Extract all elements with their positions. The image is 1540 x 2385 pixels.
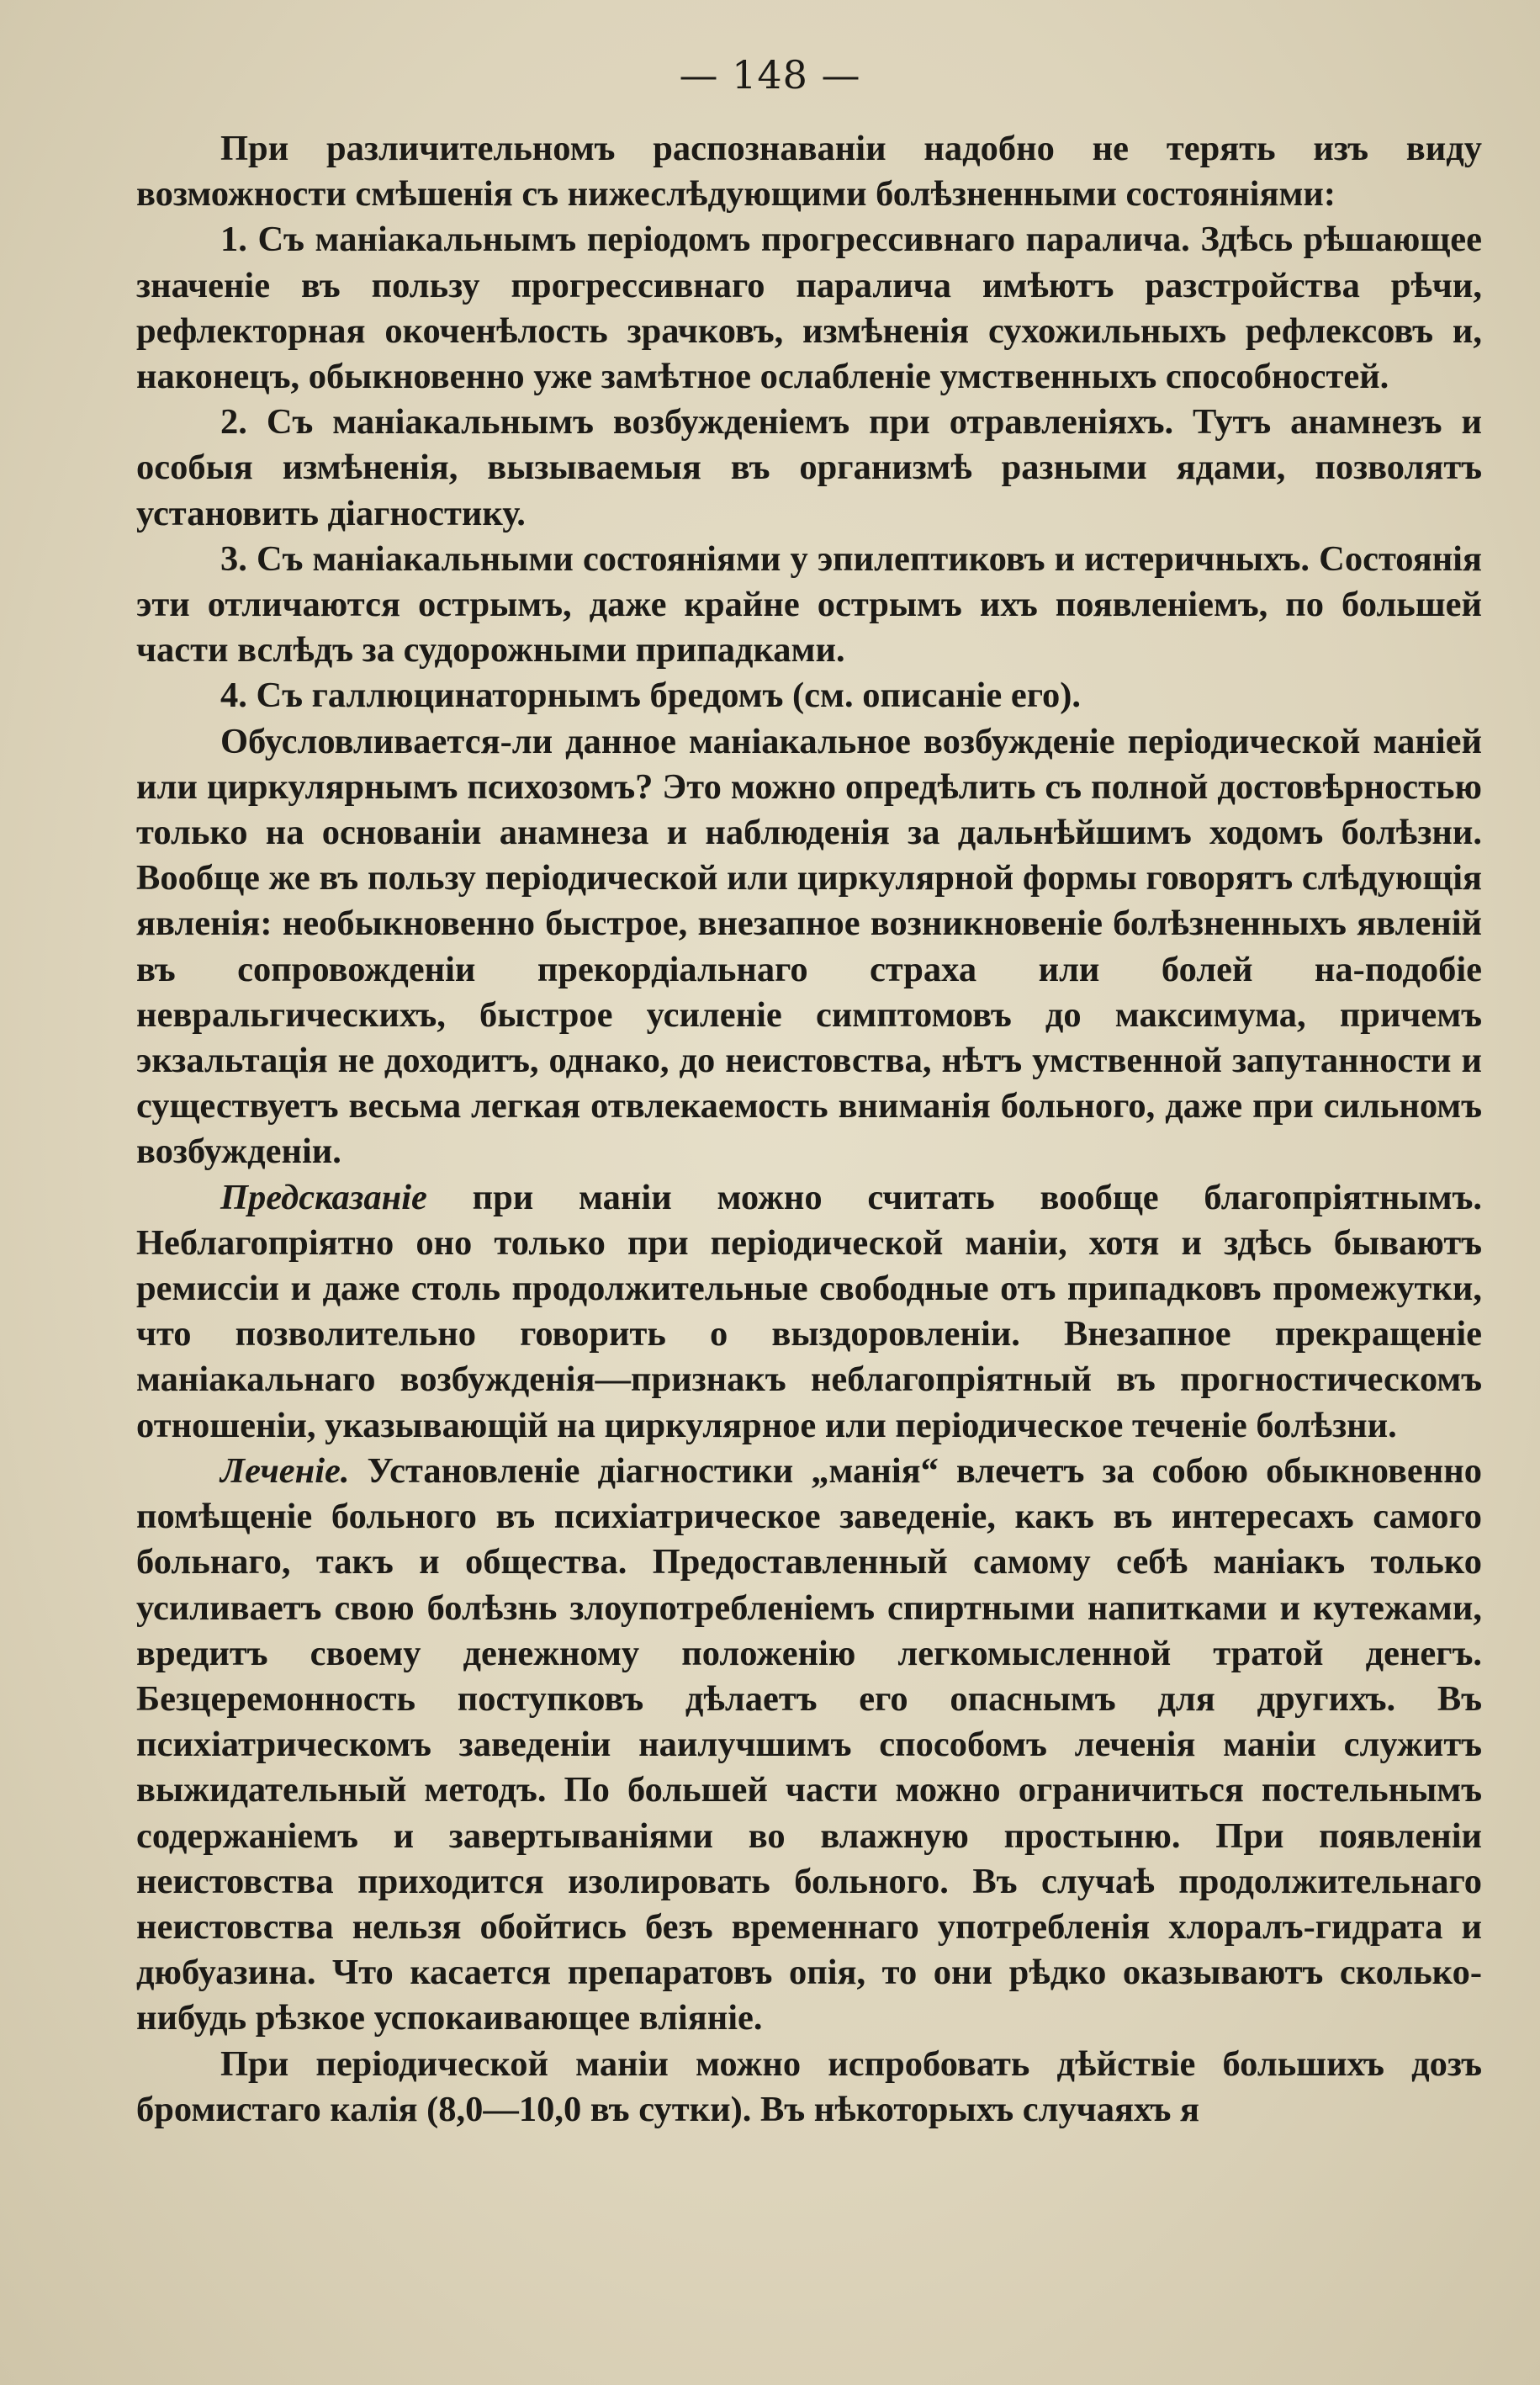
prognosis-heading: Предсказаніе [220,1177,427,1217]
paragraph-differential-diagnosis: При различительномъ распознаваніи надобно не терять изъ виду возможности смѣшенія съ нижеслѣдующими болѣзненными состояніями: [136,129,1482,215]
prognosis-text: при маніи можно считать вообще благопріятнымъ. Неблагопріятно оно только при періодической маніи, хотя и здѣсь бываютъ ремиссіи и даже столь продолжительные свободные отъ припадковъ промежутки, что позволительно говорить о выздоровленіи. Внезапное прекращеніе маніакальнаго возбужденія—признакъ неблагопріятный въ прогностическомъ отношеніи, указывающій на циркулярное или періодическое теченіе болѣзни. [136,1177,1482,1445]
list-item-hallucinatory-delirium: 4. Съ галлюцинаторнымъ бредомъ (см. описаніе его). [220,676,1081,716]
treatment-text: Установленіе діагностики „манія“ влечетъ за собою обыкновенно помѣщеніе больного въ психіатрическое заведеніе, какъ въ интересахъ самого больнаго, такъ и общества. Предоставленный самому себѣ маніакъ только усиливаетъ свою болѣзнь злоупотребленіемъ спиртными напитками и кутежами, вредитъ своему денежному положенію легкомысленной тратой денегъ. Безцеремонность поступковъ дѣлаетъ его опаснымъ для другихъ. Въ психіатрическомъ заведеніи наилучшимъ способомъ леченія маніи служитъ выжидательный методъ. По большей части можно ограничиться постельнымъ содержаніемъ и завертываніями во влажную простыню. При появленіи неистовства приходится изолировать больного. Въ случаѣ продолжительнаго неистовства нельзя обойтись безъ временнаго употребленія хлоралъ-гидрата и дюбуазина. Что касается препаратовъ опія, то они рѣдко оказываютъ сколько-нибудь рѣзкое успокаивающее вліяніе. [136,1450,1482,2038]
list-item-poisoning: 2. Съ маніакальнымъ возбужденіемъ при отравленіяхъ. Тутъ анамнезъ и особыя измѣненія, вызываемыя въ организмѣ разными ядами, позволятъ установить діагностику. [136,402,1482,533]
paragraph-treatment [136,1449,1482,2042]
page-number: — 148 — [679,52,861,98]
paragraph-prognosis [136,1175,1482,1449]
treatment-heading: Леченіе. [220,1450,350,1491]
paragraph-bromide: При періодической маніи можно испробовать дѣйствіе большихъ дозъ бромистаго калія (8,0—10,0 въ сутки). Въ нѣкоторыхъ случаяхъ я [136,2043,1482,2129]
paragraph-periodic-mania: Обусловливается-ли данное маніакальное возбужденіе періодической маніей или циркулярнымъ психозомъ? Это можно опредѣлить съ полной достовѣрностью только на основаніи анамнеза и наблюденія за дальнѣйшимъ ходомъ болѣзни. Вообще же въ пользу періодической или циркулярной формы говорятъ слѣдующія явленія: необыкновенно быстрое, внезапное возникновеніе болѣзненныхъ явленій въ сопровожденіи прекордіальнаго страха или болей на-подобіе невральгическихъ, быстрое усиленіе симптомовъ до максимума, причемъ экзальтація не доходитъ, однако, до неистовства, нѣтъ умственной запутанности и существуетъ весьма легкая отвлекаемость вниманія больного, даже при сильномъ возбужденіи. [136,721,1482,1172]
list-item-progressive-paralysis: 1. Съ маніакальнымъ періодомъ прогрессивнаго паралича. Здѣсь рѣшающее значеніе въ пользу прогрессивнаго паралича имѣютъ разстройства рѣчи, рефлекторная окоченѣлость зрачковъ, измѣненія сухожильныхъ рефлексовъ и, наконецъ, обыкновенно уже замѣтное ослабленіе умственныхъ способностей. [136,220,1482,397]
page-body [136,126,1482,2133]
list-item-epilepsy-hysteria: 3. Съ маніакальными состояніями у эпилептиковъ и истеричныхъ. Состоянія эти отличаются острымъ, даже крайне острымъ ихъ появленіемъ, по большей части вслѣдъ за судорожными припадками. [136,538,1482,670]
